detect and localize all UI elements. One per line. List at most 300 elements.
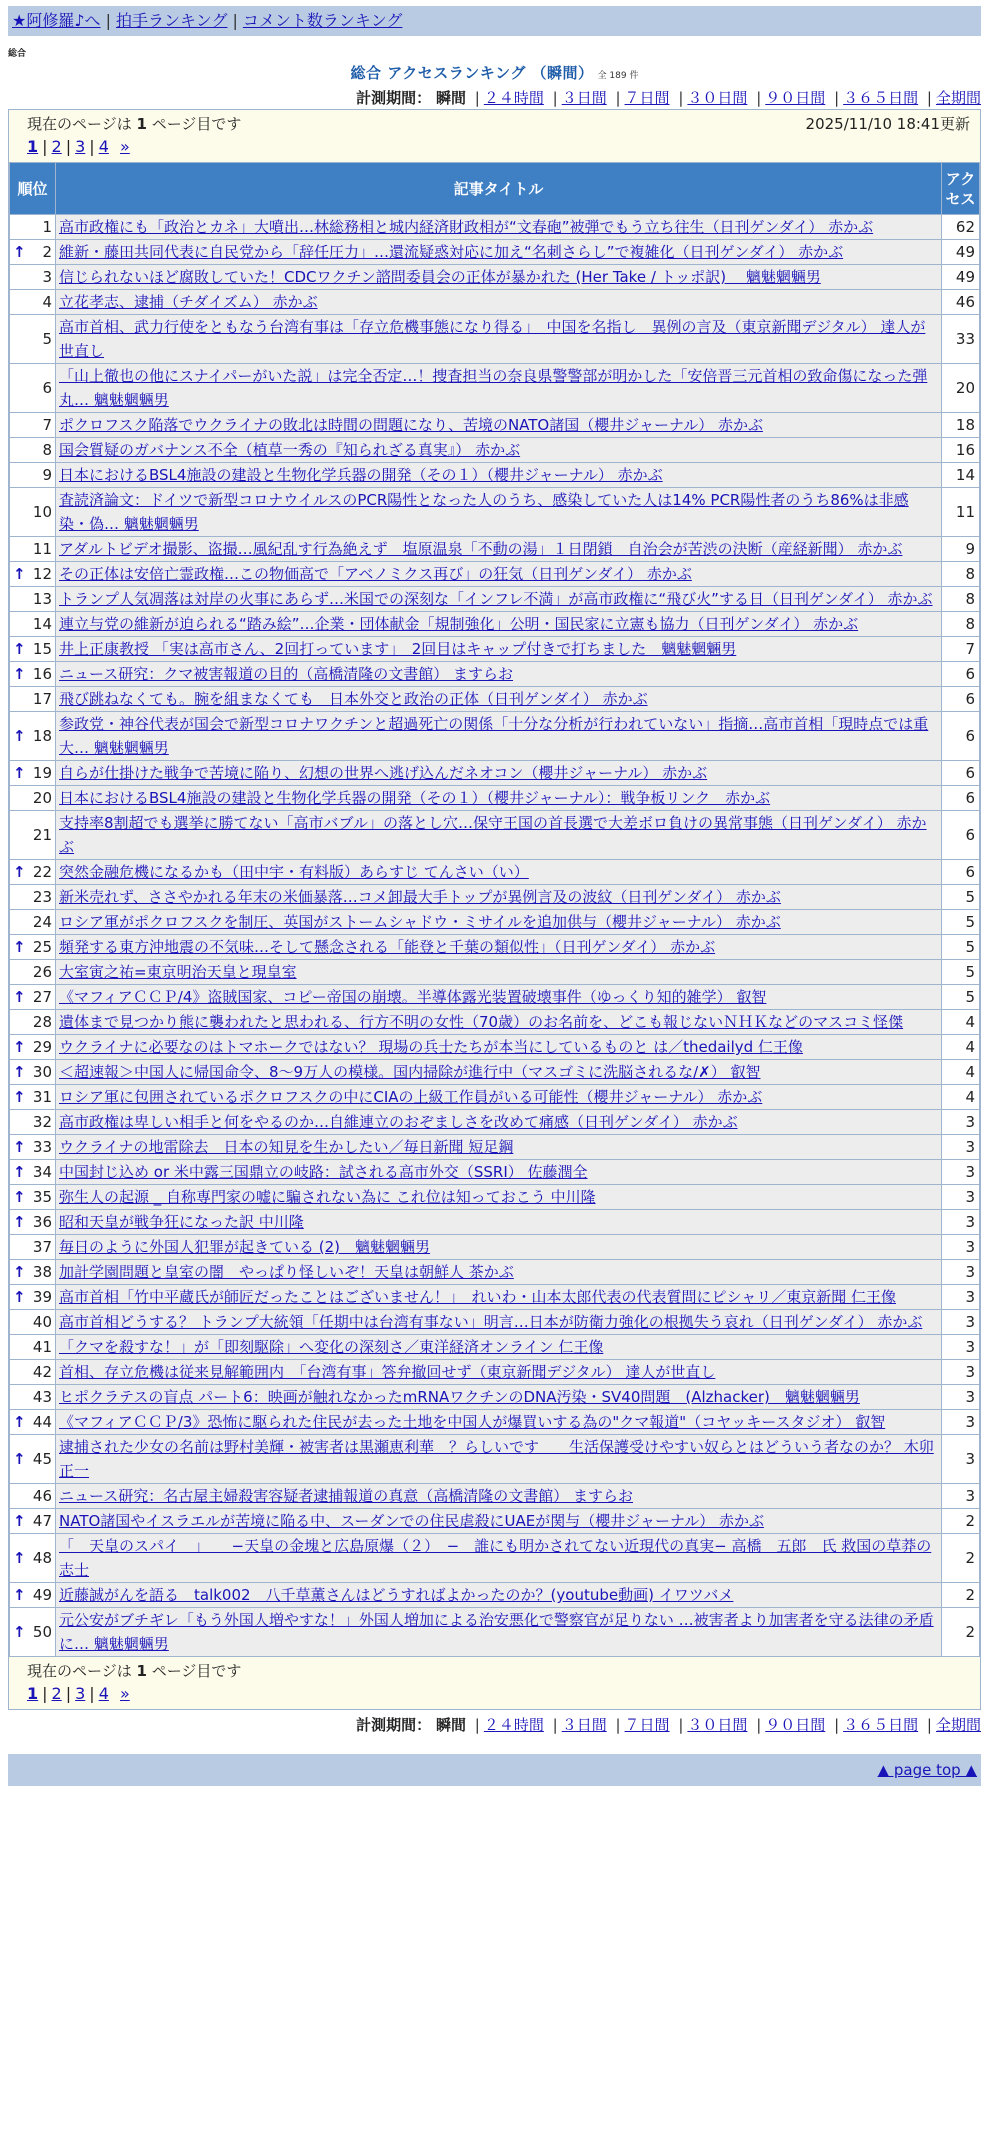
rank-number: 5	[42, 330, 52, 348]
rank-cell	[10, 315, 56, 364]
rank-up-arrow-icon: ↑	[13, 665, 26, 683]
table-row	[10, 687, 980, 712]
rank-cell	[10, 1160, 56, 1185]
ranking-frame	[8, 109, 981, 1710]
rank-cell	[10, 215, 56, 240]
title-cell	[56, 1534, 942, 1583]
access-count: 2	[942, 1583, 980, 1608]
table-row	[10, 1060, 980, 1085]
rank-number: 28	[32, 1013, 52, 1031]
table-row	[10, 240, 980, 265]
table-row	[10, 712, 980, 761]
article-link[interactable]: 自らが仕掛けた戦争で苦境に陥り、幻想の世界へ逃げ込んだネオコン（櫻井ジャーナル） 赤かぶ	[59, 764, 708, 782]
article-link[interactable]: 高市首相「竹中平蔵氏が師匠だったことはございません！」 れいわ・山本太郎代表の代表質問にピシャリ／東京新聞 仁王像	[59, 1288, 896, 1306]
access-count: 7	[942, 637, 980, 662]
rank-up-arrow-icon: ↑	[13, 1188, 26, 1206]
access-count: 3	[942, 1160, 980, 1185]
access-count: 3	[942, 1335, 980, 1360]
title-cell	[56, 240, 942, 265]
title-cell	[56, 290, 942, 315]
rank-cell	[10, 1085, 56, 1110]
article-link[interactable]: ロシア軍がポクロフスクを制圧、英国がストームシャドウ・ミサイルを追加供与（櫻井ジャーナル） 赤かぶ	[59, 913, 781, 931]
period-selector-bottom: 計測期間： 瞬間 | ２４時間 | ３日間 | ７日間 | ３０日間 | ９０日間 | ３６５日間 | 全期間	[356, 1716, 981, 1734]
rank-up-arrow-icon: ↑	[13, 1138, 26, 1156]
title-cell	[56, 1260, 942, 1285]
access-count: 6	[942, 860, 980, 885]
rank-cell	[10, 1435, 56, 1484]
title-cell	[56, 413, 942, 438]
rank-cell	[10, 786, 56, 811]
title-cell	[56, 587, 942, 612]
table-row	[10, 1235, 980, 1260]
rank-up-arrow-icon: ↑	[13, 1549, 26, 1567]
table-row	[10, 1534, 980, 1583]
article-link[interactable]: 井上正康教授 「実は高市さん、2回打っています」 2回目はキャップ付きで打ちました 魑魅魍魎男	[59, 640, 737, 658]
period-link-3d[interactable]: ３日間	[561, 1716, 607, 1734]
rank-number: 25	[32, 938, 52, 956]
page-link-1[interactable]: 1	[27, 137, 39, 156]
rank-number: 33	[32, 1138, 52, 1156]
separator: |	[232, 11, 238, 30]
rank-number: 41	[32, 1338, 52, 1356]
table-row	[10, 438, 980, 463]
access-count: 3	[942, 1185, 980, 1210]
title-cell	[56, 315, 942, 364]
rank-up-arrow-icon: ↑	[13, 1413, 26, 1431]
title-cell	[56, 364, 942, 413]
article-link[interactable]: 信じられないほど腐敗していた！CDCワクチン諮問委員会の正体が暴かれた (Her Take / トッポ訳) 魑魅魍魎男	[59, 268, 821, 286]
table-row	[10, 637, 980, 662]
access-count: 14	[942, 463, 980, 488]
access-count: 49	[942, 265, 980, 290]
title-cell	[56, 1210, 942, 1235]
rank-up-arrow-icon: ↑	[13, 565, 26, 583]
rank-cell	[10, 1110, 56, 1135]
page-link-2[interactable]: 2	[51, 137, 62, 156]
article-link[interactable]: アダルトビデオ撮影、盗撮…風紀乱す行為絶えず 塩原温泉「不動の湯」１日閉鎖 自治会が苦渋の決断（産経新聞） 赤かぶ	[59, 540, 903, 558]
rank-up-arrow-icon: ↑	[13, 1586, 26, 1604]
article-link[interactable]: 新米売れず、ささやかれる年末の米価暴落…コメ卸最大手トップが異例言及の波紋（日刊ゲンダイ） 赤かぶ	[59, 888, 781, 906]
access-count: 5	[942, 910, 980, 935]
title-cell	[56, 1010, 942, 1035]
period-link-365d[interactable]: ３６５日間	[843, 1716, 919, 1734]
rank-up-arrow-icon: ↑	[13, 1063, 26, 1081]
article-link[interactable]: 高市政権は卑しい相手と何をやるのか…自維連立のおぞましさを改めて痛感（日刊ゲンダイ） 赤かぶ	[59, 1113, 738, 1131]
table-row	[10, 1110, 980, 1135]
article-link[interactable]: ニュース研究：クマ被害報道の目的（高橋清隆の文書館） ますらお	[59, 665, 514, 683]
rank-up-arrow-icon: ↑	[13, 764, 26, 782]
access-count: 2	[942, 1509, 980, 1534]
top-nav-bar	[8, 6, 981, 36]
table-row	[10, 315, 980, 364]
table-row	[10, 811, 980, 860]
article-link[interactable]: 査読済論文：ドイツで新型コロナウイルスのPCR陽性となった人のうち、感染していた人は14% PCR陽性者のうち86%は非感染・偽… 魑魅魍魎男	[59, 491, 909, 533]
rank-number: 49	[32, 1586, 52, 1604]
next-page-link[interactable]: »	[119, 137, 130, 156]
rank-cell	[10, 687, 56, 712]
rank-cell	[10, 1285, 56, 1310]
access-count: 4	[942, 1085, 980, 1110]
rank-number: 36	[32, 1213, 52, 1231]
title-cell	[56, 612, 942, 637]
article-link[interactable]: 立花孝志、逮捕（チダイズム） 赤かぶ	[59, 293, 318, 311]
article-link[interactable]: 「クマを殺すな！」が「即刻駆除」へ変化の深刻さ／東洋経済オンライン 仁王像	[59, 1338, 604, 1356]
rank-number: 15	[32, 640, 52, 658]
rank-cell	[10, 860, 56, 885]
title-cell	[56, 1435, 942, 1484]
table-row	[10, 265, 980, 290]
table-row	[10, 463, 980, 488]
period-link-all[interactable]: 全期間	[935, 1716, 981, 1734]
rank-cell	[10, 562, 56, 587]
period-link-365d[interactable]: ３６５日間	[843, 89, 919, 107]
article-link[interactable]: 高市首相、武力行使をともなう台湾有事は「存立危機事態になり得る」 中国を名指し 異例の言及（東京新聞デジタル） 達人が世直し	[59, 318, 926, 360]
rank-number: 4	[42, 293, 52, 311]
rank-cell	[10, 1210, 56, 1235]
article-link[interactable]: 加計学園問題と皇室の闇 やっぱり怪しいぞ！天皇は朝鮮人 茶かぶ	[59, 1263, 514, 1281]
rank-cell	[10, 1385, 56, 1410]
rank-cell	[10, 1509, 56, 1534]
rank-number: 8	[42, 441, 52, 459]
title-cell	[56, 1583, 942, 1608]
column-header-title: 記事タイトル	[56, 163, 942, 215]
access-count: 3	[942, 1310, 980, 1335]
period-link-30d[interactable]: ３０日間	[687, 1716, 748, 1734]
access-count: 3	[942, 1210, 980, 1235]
rank-up-arrow-icon: ↑	[13, 1088, 26, 1106]
page-link-3[interactable]: 3	[75, 137, 86, 156]
rank-number: 31	[32, 1088, 52, 1106]
access-count: 6	[942, 811, 980, 860]
article-link[interactable]: 元公安がブチギレ「もう外国人増やすな！」外国人増加による治安悪化で警察官が足りない …被害者より加害者を守る法律の矛盾に… 魑魅魍魎男	[59, 1611, 934, 1653]
title-cell	[56, 1185, 942, 1210]
title-cell	[56, 885, 942, 910]
rank-number: 14	[32, 615, 52, 633]
title-cell	[56, 860, 942, 885]
access-count: 6	[942, 662, 980, 687]
article-link[interactable]: 日本におけるBSL4施設の建設と生物化学兵器の開発（その１）（櫻井ジャーナル）：戦争板リンク 赤かぶ	[59, 789, 771, 807]
article-link[interactable]: ヒポクラテスの盲点 パート6：映画が触れなかったmRNAワクチンのDNA汚染・SV40問題 (Alzhacker) 魑魅魍魎男	[59, 1388, 860, 1406]
article-link[interactable]: 参政党・神谷代表が国会で新型コロナワクチンと超過死亡の関係「十分な分析が行われていない」指摘…高市首相「現時点では重大… 魑魅魍魎男	[59, 715, 929, 757]
title-cell	[56, 1310, 942, 1335]
access-count: 5	[942, 960, 980, 985]
rank-cell	[10, 1010, 56, 1035]
page-title: 総合 アクセスランキング （瞬間）	[350, 64, 594, 82]
article-link[interactable]: 「 天皇のスパイ 」 −天皇の金塊と広島原爆（２） − 誰にも明かされてない近現代の真実− 高橋 五郎 氏 救国の草莽の志士	[59, 1537, 932, 1579]
access-count: 6	[942, 761, 980, 786]
rank-up-arrow-icon: ↑	[13, 243, 26, 261]
article-link[interactable]: ニュース研究：名古屋主婦殺害容疑者逮捕報道の真意（高橋清隆の文書館） ますらお	[59, 1487, 634, 1505]
rank-up-arrow-icon: ↑	[13, 1512, 26, 1530]
rank-cell	[10, 1260, 56, 1285]
access-count: 2	[942, 1608, 980, 1657]
article-link[interactable]: ウクライナの地雷除去 日本の知見を生かしたい／毎日新聞 短足鋼	[59, 1138, 514, 1156]
comment-ranking-link[interactable]: コメント数ランキング	[242, 11, 403, 30]
title-cell	[56, 1608, 942, 1657]
table-row	[10, 364, 980, 413]
title-cell	[56, 1085, 942, 1110]
table-row	[10, 537, 980, 562]
article-link[interactable]: 突然金融危機になるかも（田中宇・有料版）あらすじ てんさい（い）	[59, 863, 529, 881]
rank-number: 1	[42, 218, 52, 236]
title-cell	[56, 985, 942, 1010]
access-count: 3	[942, 1260, 980, 1285]
title-cell	[56, 662, 942, 687]
title-cell	[56, 1035, 942, 1060]
table-row	[10, 985, 980, 1010]
rank-number: 20	[32, 789, 52, 807]
access-count: 3	[942, 1360, 980, 1385]
title-cell	[56, 1160, 942, 1185]
page-link-3[interactable]: 3	[75, 1684, 86, 1703]
rank-cell	[10, 1360, 56, 1385]
access-count: 3	[942, 1484, 980, 1509]
title-cell	[56, 463, 942, 488]
table-row	[10, 1010, 980, 1035]
article-link[interactable]: ロシア軍に包囲されているポクロフスクの中にCIAの上級工作員がいる可能性（櫻井ジャーナル） 赤かぶ	[59, 1088, 763, 1106]
article-link[interactable]: 国会質疑のガバナンス不全（植草一秀の『知られざる真実』） 赤かぶ	[59, 441, 521, 459]
article-link[interactable]: 遺体まで見つかり熊に襲われたと思われる、行方不明の女性（70歳）のお名前を、どこも報じないＮＨＫなどのマスコミ怪傑	[59, 1013, 904, 1031]
rank-cell	[10, 637, 56, 662]
access-count: 6	[942, 687, 980, 712]
article-link[interactable]: 弥生人の起源 _ 自称専門家の嘘に騙されない為に これ位は知っておこう 中川隆	[59, 1188, 596, 1206]
table-row	[10, 885, 980, 910]
rank-number: 32	[32, 1113, 52, 1131]
article-link[interactable]: 支持率8割超でも選挙に勝てない「高市バブル」の落とし穴…保守王国の首長選で大差ボロ負けの異常事態（日刊ゲンダイ） 赤かぶ	[59, 814, 927, 856]
access-count: 3	[942, 1235, 980, 1260]
table-row	[10, 1385, 980, 1410]
rank-cell	[10, 265, 56, 290]
updated-timestamp: 2025/11/10 18:41更新	[805, 115, 970, 133]
article-link[interactable]: 《マフィアＣＣＰ/3》恐怖に駆られた住民が去った土地を中国人が爆買いする為の"クマ報道"（コヤッキースタジオ） 叡智	[59, 1413, 886, 1431]
rank-number: 37	[32, 1238, 52, 1256]
article-link[interactable]: NATO諸国やイスラエルが苦境に陥る中、スーダンでの住民虐殺にUAEが関与（櫻井ジャーナル） 赤かぶ	[59, 1512, 764, 1530]
article-link[interactable]: 首相、存立危機は従来見解範囲内 「台湾有事」答弁撤回せず（東京新聞デジタル） 達人が世直し	[59, 1363, 716, 1381]
table-row	[10, 1135, 980, 1160]
period-link-7d[interactable]: ７日間	[624, 89, 670, 107]
article-link[interactable]: 飛び跳ねなくても。腕を組まなくても 日本外交と政治の正体（日刊ゲンダイ） 赤かぶ	[59, 690, 648, 708]
rank-cell	[10, 885, 56, 910]
page-top-link[interactable]: ▲ page top ▲	[877, 1761, 977, 1779]
title-cell	[56, 1335, 942, 1360]
rank-cell	[10, 612, 56, 637]
table-row	[10, 1509, 980, 1534]
article-link[interactable]: 近藤誠がんを語る talk002 八千草薫さんはどうすればよかったのか？(youtube動画) イワツバメ	[59, 1586, 734, 1604]
rank-cell	[10, 537, 56, 562]
rank-number: 3	[42, 268, 52, 286]
page-link-4[interactable]: 4	[98, 1684, 109, 1703]
table-row	[10, 910, 980, 935]
article-link[interactable]: 中国封じ込め or 米中露三国鼎立の岐路：試される高市外交（SSRI） 佐藤潤全	[59, 1163, 588, 1181]
rank-cell	[10, 290, 56, 315]
rank-cell	[10, 811, 56, 860]
article-link[interactable]: 日本におけるBSL4施設の建設と生物化学兵器の開発（その１）（櫻井ジャーナル） 赤かぶ	[59, 466, 663, 484]
title-cell	[56, 712, 942, 761]
rank-number: 44	[32, 1413, 52, 1431]
rank-cell	[10, 712, 56, 761]
article-link[interactable]: その正体は安倍亡霊政権…この物価高で「アベノミクス再び」の狂気（日刊ゲンダイ） 赤かぶ	[59, 565, 692, 583]
period-link-7d[interactable]: ７日間	[624, 1716, 670, 1734]
rank-cell	[10, 1185, 56, 1210]
title-cell	[56, 1135, 942, 1160]
table-row	[10, 1435, 980, 1484]
period-link-90d[interactable]: ９０日間	[765, 1716, 826, 1734]
page-link-1[interactable]: 1	[27, 1684, 39, 1703]
period-current: 瞬間	[435, 1716, 466, 1734]
clap-ranking-link[interactable]: 拍手ランキング	[115, 11, 228, 30]
table-row	[10, 1583, 980, 1608]
period-label: 計測期間：	[356, 89, 432, 107]
access-count: 16	[942, 438, 980, 463]
access-count: 3	[942, 1110, 980, 1135]
rank-number: 38	[32, 1263, 52, 1281]
bottom-bar	[8, 1754, 981, 1786]
access-count: 4	[942, 1010, 980, 1035]
rank-cell	[10, 935, 56, 960]
table-row	[10, 562, 980, 587]
table-row	[10, 662, 980, 687]
table-row	[10, 587, 980, 612]
rank-number: 45	[32, 1450, 52, 1468]
article-link[interactable]: ウクライナに必要なのはトマホークではない？ 現場の兵士たちが本当にしているものと は／thedailyd 仁王像	[59, 1038, 803, 1056]
home-link[interactable]: ★阿修羅♪へ	[12, 11, 101, 30]
rank-cell	[10, 488, 56, 537]
period-link-90d[interactable]: ９０日間	[765, 89, 826, 107]
rank-cell	[10, 364, 56, 413]
next-page-link[interactable]: »	[119, 1684, 130, 1703]
article-link[interactable]: 逮捕された少女の名前は野村美輝・被害者は黒瀬恵利華 ？らしいです 生活保護受けやすい奴らとはどういう者なのか？ 木卯正一	[59, 1438, 934, 1480]
rank-up-arrow-icon: ↑	[13, 1263, 26, 1281]
access-count: 33	[942, 315, 980, 364]
period-link-24h[interactable]: ２４時間	[483, 1716, 544, 1734]
period-current: 瞬間	[435, 89, 466, 107]
rank-cell	[10, 960, 56, 985]
access-count: 11	[942, 488, 980, 537]
article-link[interactable]: 《マフィアＣＣＰ/4》盗賊国家、コピー帝国の崩壊。半導体露光装置破壊事件（ゆっくり知的雑学） 叡智	[59, 988, 767, 1006]
article-link[interactable]: 大室寅之祐=東京明治天皇と現皇室	[59, 963, 297, 981]
rank-cell	[10, 1335, 56, 1360]
rank-cell	[10, 1534, 56, 1583]
access-count: 6	[942, 786, 980, 811]
title-cell	[56, 438, 942, 463]
rank-up-arrow-icon: ↑	[13, 1450, 26, 1468]
title-cell	[56, 1360, 942, 1385]
article-link[interactable]: 高市政権にも「政治とカネ」大噴出…林総務相と城内経済財政相が“文春砲”被弾でもう立ち往生（日刊ゲンダイ） 赤かぶ	[59, 218, 874, 236]
title-cell	[56, 215, 942, 240]
period-label: 計測期間：	[356, 1716, 432, 1734]
title-cell	[56, 1285, 942, 1310]
title-cell	[56, 761, 942, 786]
rank-number: 2	[42, 243, 52, 261]
rank-up-arrow-icon: ↑	[13, 727, 26, 745]
period-selector-top: 計測期間： 瞬間 | ２４時間 | ３日間 | ７日間 | ３０日間 | ９０日間 | ３６５日間 | 全期間	[356, 89, 981, 107]
category-label: 総合	[8, 49, 27, 59]
table-row	[10, 761, 980, 786]
title-cell	[56, 1410, 942, 1435]
rank-cell	[10, 413, 56, 438]
period-link-30d[interactable]: ３０日間	[687, 89, 748, 107]
rank-up-arrow-icon: ↑	[13, 1623, 26, 1641]
page-link-2[interactable]: 2	[51, 1684, 62, 1703]
period-link-all[interactable]: 全期間	[935, 89, 981, 107]
rank-cell	[10, 761, 56, 786]
rank-cell	[10, 910, 56, 935]
table-row	[10, 1608, 980, 1657]
article-link[interactable]: 「山上徹也の他にスナイパーがいた説」は完全否定…！捜査担当の奈良県警警部が明かした「安倍晋三元首相の致命傷になった弾丸… 魑魅魍魎男	[59, 367, 928, 409]
article-link[interactable]: トランプ人気凋落は対岸の火事にあらず…米国での深刻な「インフレ不満」が高市政権に“飛び火”する日（日刊ゲンダイ） 赤かぶ	[59, 590, 933, 608]
separator: |	[105, 11, 111, 30]
title-cell	[56, 687, 942, 712]
rank-number: 29	[32, 1038, 52, 1056]
access-count: 20	[942, 364, 980, 413]
rank-number: 40	[32, 1313, 52, 1331]
ranking-table-body	[10, 215, 980, 1657]
rank-up-arrow-icon: ↑	[13, 1288, 26, 1306]
rank-number: 43	[32, 1388, 52, 1406]
rank-number: 47	[32, 1512, 52, 1530]
article-link[interactable]: ＜超速報＞中国人に帰国命令、8～9万人の模様。国内掃除が進行中（マスゴミに洗脳されるな/✗） 叡智	[59, 1063, 761, 1081]
rank-cell	[10, 1035, 56, 1060]
article-link[interactable]: 昭和天皇が戦争狂になった訳 中川隆	[59, 1213, 304, 1231]
article-link[interactable]: 毎日のように外国人犯罪が起きている (2) 魑魅魍魎男	[59, 1238, 431, 1256]
rank-cell	[10, 1608, 56, 1657]
rank-up-arrow-icon: ↑	[13, 640, 26, 658]
rank-number: 48	[32, 1549, 52, 1567]
article-link[interactable]: 維新・藤田共同代表に自民党から「辞任圧力」…還流疑惑対応に加え“名刺さらし”で複雑化（日刊ゲンダイ） 赤かぶ	[59, 243, 844, 261]
article-link[interactable]: 頻発する東方沖地震の不気味…そして懸念される「能登と千葉の類似性」（日刊ゲンダイ） 赤かぶ	[59, 938, 716, 956]
ranking-table	[9, 162, 980, 1657]
rank-number: 17	[32, 690, 52, 708]
access-count: 8	[942, 587, 980, 612]
rank-number: 39	[32, 1288, 52, 1306]
rank-number: 12	[32, 565, 52, 583]
rank-number: 13	[32, 590, 52, 608]
rank-cell	[10, 587, 56, 612]
table-row	[10, 413, 980, 438]
current-page-text: 現在のページは 1 ページ目です	[27, 115, 242, 133]
rank-number: 23	[32, 888, 52, 906]
rank-number: 26	[32, 963, 52, 981]
page-link-4[interactable]: 4	[98, 137, 109, 156]
table-row	[10, 215, 980, 240]
title-cell	[56, 537, 942, 562]
article-link[interactable]: 高市首相どうする？ トランプ大統領「任期中は台湾有事ない」明言…日本が防衛力強化の根拠失う哀れ（日刊ゲンダイ） 赤かぶ	[59, 1313, 923, 1331]
article-link[interactable]: 連立与党の維新が迫られる“踏み絵”…企業・団体献金「規制強化」公明・国民家に立憲も協力（日刊ゲンダイ） 赤かぶ	[59, 615, 859, 633]
rank-cell	[10, 1135, 56, 1160]
title-cell	[56, 1484, 942, 1509]
access-count: 8	[942, 612, 980, 637]
period-link-3d[interactable]: ３日間	[561, 89, 607, 107]
title-cell	[56, 1385, 942, 1410]
current-page-text: 現在のページは 1 ページ目です	[27, 1662, 242, 1680]
rank-number: 50	[32, 1623, 52, 1641]
table-row	[10, 1210, 980, 1235]
access-count: 6	[942, 712, 980, 761]
title-cell	[56, 265, 942, 290]
rank-number: 21	[32, 826, 52, 844]
pager-top	[9, 110, 980, 162]
table-row	[10, 1285, 980, 1310]
table-row	[10, 488, 980, 537]
rank-number: 24	[32, 913, 52, 931]
access-count: 18	[942, 413, 980, 438]
table-row	[10, 1160, 980, 1185]
table-row	[10, 1360, 980, 1385]
period-link-24h[interactable]: ２４時間	[483, 89, 544, 107]
access-count: 5	[942, 935, 980, 960]
article-link[interactable]: ポクロフスク陥落でウクライナの敗北は時間の問題になり、苦境のNATO諸国（櫻井ジャーナル） 赤かぶ	[59, 416, 763, 434]
title-cell	[56, 1235, 942, 1260]
